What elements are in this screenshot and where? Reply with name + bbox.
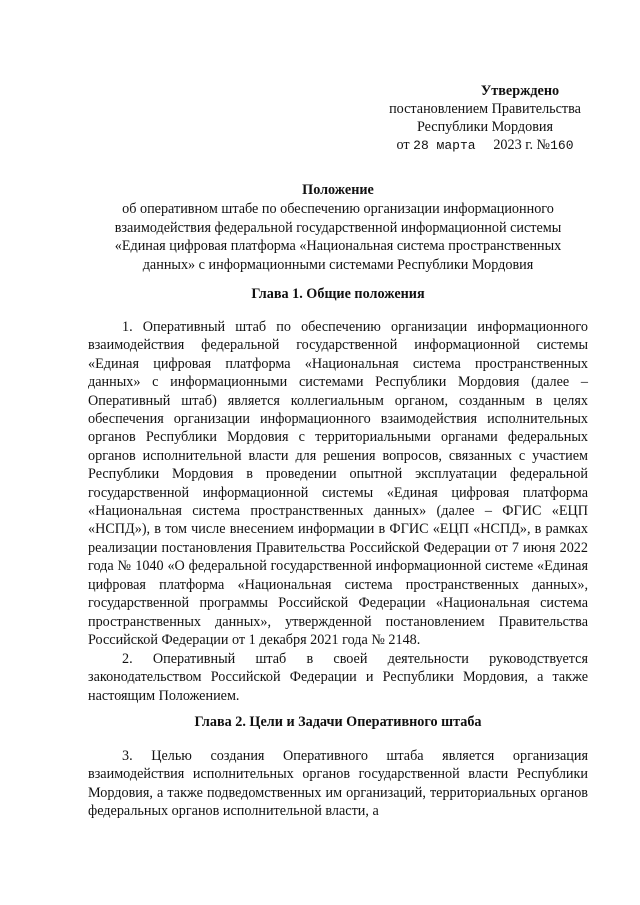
approval-date-prefix: от — [396, 137, 410, 153]
approval-heading: Утверждено — [480, 83, 560, 99]
approval-date-line — [360, 136, 610, 155]
approval-stamp — [360, 82, 610, 155]
approval-number-sign: № — [536, 137, 551, 153]
paragraph-3: 3. Целью создания Оперативного штаба является организация взаимодействия исполнительных органов государственной власти Республики Мордовия, а также подведомственных им организаций, территориальных органов федеральных органов исполнительной власти, а — [88, 748, 588, 820]
document-title: Положение — [302, 182, 374, 198]
approval-line-1: постановлением Правительства — [389, 101, 581, 117]
document-subtitle: об оперативном штабе по обеспечению организации информационного взаимодействия федеральной государственной информационной системы «Единая цифровая платформа «Национальная система пространственных данных» с информационными системами Республики Мордовия — [114, 200, 562, 274]
document-title-block — [88, 181, 588, 275]
chapter-1-title: Глава 1. Общие положения — [251, 286, 425, 302]
paragraph-1: 1. Оперативный штаб по обеспечению организации информационного взаимодействия федеральной государственной информационной системы «Единая цифровая платформа «Национальная система пространственных данных» с информационными системами Республики Мордовия (далее – Оперативный штаб) является коллегиальным органом, созданным в целях обеспечения организации информационного взаимодействия исполнительных органов Республики Мордовия с территориальными органами федеральных органов исполнительной власти для решения вопросов, связанных с участием Республики Мордовия в проведении опытной эксплуатации федеральной государственной информационной системы «Единая цифровая платформа «Национальная система пространственных данных» (далее – ФГИС «ЕЦП «НСПД»), в том числе внесением информации в ФГИС «ЕЦП «НСПД», в рамках реализации постановления Правительства Российской Федерации от 7 июня 2022 года № 1040 «О федеральной государственной информационной системе «Единая цифровая платформа «Национальная система пространственных данных», государственной программы Российской Федерации «Национальная система пространственных данных», утвержденной постановлением Правительства Российской Федерации от 1 декабря 2021 года № 2148. — [88, 319, 588, 648]
approval-date-day-month: 28 марта — [413, 138, 476, 153]
approval-line-2: Республики Мордовия — [416, 119, 554, 135]
chapter-2-title: Глава 2. Цели и Задачи Оперативного штаба — [194, 714, 482, 730]
approval-date-year: 2023 г. — [493, 137, 533, 153]
paragraph-2: 2. Оперативный штаб в своей деятельности руководствуется законодательством Российской Федерации и Республики Мордовия, а также настоящим Положением. — [88, 651, 588, 704]
approval-number: 160 — [550, 138, 574, 153]
